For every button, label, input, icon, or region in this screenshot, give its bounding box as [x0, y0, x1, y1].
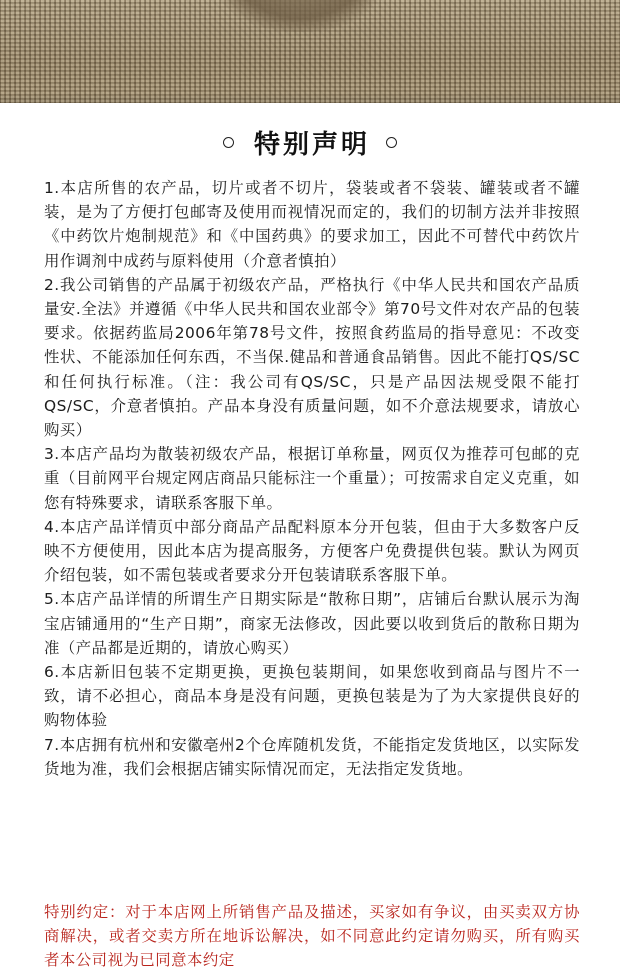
statement-item-3: 3.本店产品均为散装初级农产品，根据订单称量，网页仅为推荐可包邮的克重（目前网平台规定网店商品只能标注一个重量）；可按需求自定义克重，如您有特殊要求，请联系客服下单。 [44, 445, 580, 512]
circle-left-icon [223, 137, 234, 148]
circle-right-icon [386, 137, 397, 148]
statement-item-5: 5.本店产品详情的所谓生产日期实际是“散称日期”，店铺后台默认展示为淘宝店铺通用的“生产日期”，商家无法修改，因此要以收到货后的散称日期为准（产品都是近期的，请放心购买） [44, 590, 580, 657]
header-bottom-shade [0, 93, 620, 103]
special-agreement: 特别约定：对于本店网上所销售产品及描述，买家如有争议，由买卖双方协商解决，或者交卖方所在地诉讼解决，如不同意此约定请勿购买，所有购买者本公司视为已同意本约定 [44, 903, 580, 970]
title-row [0, 124, 620, 160]
statement-list [44, 176, 580, 781]
statement-item-2: 2.我公司销售的产品属于初级农产品，严格执行《中华人民共和国农产品质量安.全法》并遵循《中华人民共和国农业部令》第70号文件对农产品的包装要求。依据药监局2006年第78号文件，按照食药监局的指导意见：不改变性状、不能添加任何东西，不当保.健品和普通食品销售。因此不能打QS/SC和任何执行标准。（注：我公司有QS/SC，只是产品因法规受限不能打QS/SC，介意者慎拍。产品本身没有质量问题，如不介意法规要求，请放心购买） [44, 275, 580, 440]
burlap-header-image [0, 0, 620, 103]
statement-item-1: 1.本店所售的农产品，切片或者不切片，袋装或者不袋装、罐装或者不罐装，是为了方便打包邮寄及使用而视情况而定的，我们的切制方法并非按照《中药饮片炮制规范》和《中国药典》的要求加工，因此不可替代中药饮片用作调剂中成药与原料使用（介意者慎拍） [44, 179, 580, 270]
statement-item-4: 4.本店产品详情页中部分商品产品配料原本分开包装，但由于大多数客户反映不方便使用，因此本店为提高服务，方便客户免费提供包装。默认为网页介绍包装，如不需包装或者要求分开包装请联系客服下单。 [44, 517, 580, 585]
statement-item-6: 6.本店新旧包装不定期更换，更换包装期间，如果您收到商品与图片不一致，请不必担心，商品本身是没有问题，更换包装是为了为大家提供良好的购物体验 [44, 663, 580, 730]
page-title: 特别声明 [253, 129, 370, 160]
statement-item-7: 7.本店拥有杭州和安徽亳州2个仓库随机发货，不能指定发货地区，以实际发货地为准，我们会根据店铺实际情况而定，无法指定发货地。 [44, 735, 580, 778]
header-bowl-shadow [215, 0, 385, 32]
